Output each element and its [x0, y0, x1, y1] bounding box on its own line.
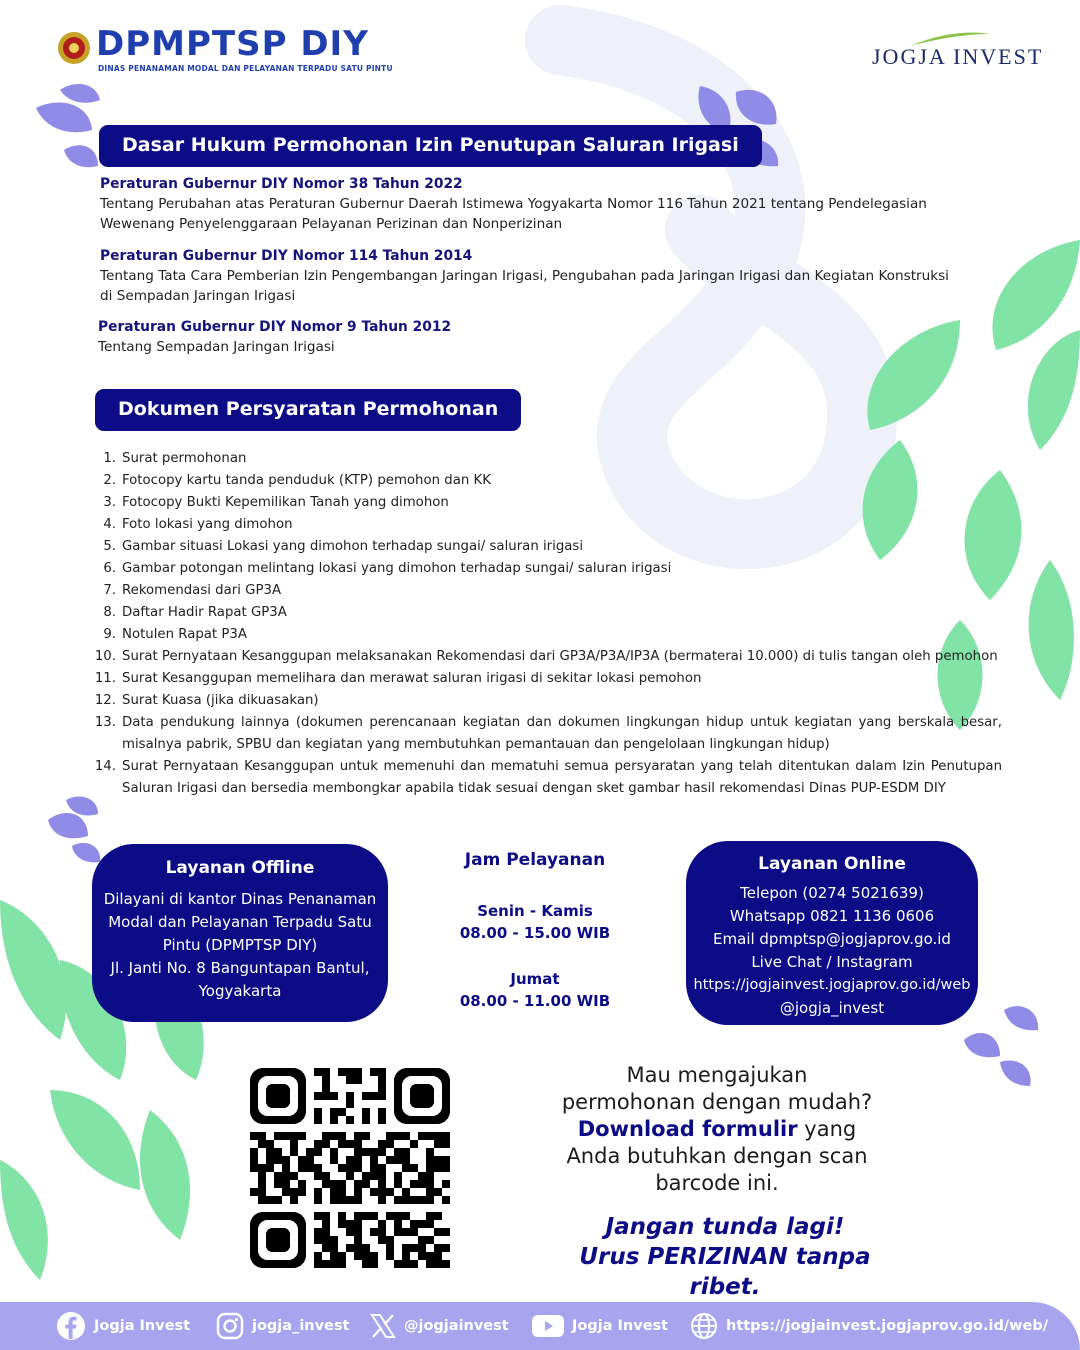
instagram-icon: [216, 1312, 244, 1340]
download-form-promo: [560, 1062, 874, 1197]
offline-service-line: Dilayani di kantor Dinas Penanaman: [103, 890, 377, 908]
regulation-item: [100, 246, 960, 306]
regulation-title: Peraturan Gubernur DIY Nomor 38 Tahun 2022: [100, 176, 463, 192]
globe-icon: [690, 1312, 718, 1340]
list-item: 14. Surat Pernyataan Kesanggupan untuk memenuhi dan mematuhi semua persyaratan yang telah ditentukan dalam Izin Penutupan Saluran Irigasi dan bersedia membongkar apabila tidak sesuai dengan sket gambar hasil rekomendasi Dinas PUP-ESDM DIY: [94, 759, 1002, 796]
regulation-description: Tentang Tata Cara Pemberian Izin Pengembangan Jaringan Irigasi, Pengubahan pada Jaringan Irigasi dan Kegiatan Konstruksi di Sempadan Jaringan Irigasi: [100, 268, 949, 304]
offline-service-title: Layanan Offline: [165, 858, 315, 878]
friday-label: Jumat: [510, 970, 560, 988]
jogja-invest-brand: JOGJA INVEST: [872, 44, 1044, 69]
friday-hours: 08.00 - 11.00 WIB: [459, 992, 611, 1010]
youtube-icon: [532, 1314, 564, 1338]
list-item: 12. Surat Kuasa (jika dikuasakan): [94, 693, 319, 708]
list-item: 11. Surat Kesanggupan memelihara dan merawat saluran irigasi di sekitar lokasi pemohon: [94, 671, 702, 686]
instagram-handle[interactable]: @jogja_invest: [779, 999, 885, 1017]
slogan-line: Urus PERIZINAN tanpa ribet.: [579, 1244, 871, 1300]
facebook-icon: [56, 1311, 86, 1341]
slogan: [540, 1212, 910, 1302]
list-item: 10. Surat Pernyataan Kesanggupan melaksanakan Rekomendasi dari GP3A/P3A/IP3A (bermaterai 10.000) di tulis tangan oleh pemohon: [94, 649, 998, 664]
promo-line: barcode ini.: [655, 1171, 779, 1195]
download-form-qr-code[interactable]: [250, 1068, 450, 1268]
offline-service-line: Jl. Janti No. 8 Banguntapan Bantul,: [110, 959, 370, 977]
list-item: 6. Gambar potongan melintang lokasi yang dimohon terhadap sungai/ saluran irigasi: [103, 561, 672, 576]
service-hours: [430, 846, 640, 1012]
x-link[interactable]: @jogjainvest: [370, 1312, 509, 1340]
weekday-hours: 08.00 - 15.00 WIB: [459, 924, 611, 942]
list-item: 3. Fotocopy Bukti Kepemilikan Tanah yang dimohon: [103, 495, 449, 510]
slogan-line: Jangan tunda lagi!: [605, 1214, 845, 1240]
online-service-title: Layanan Online: [758, 854, 906, 874]
regulation-title: Peraturan Gubernur DIY Nomor 114 Tahun 2014: [100, 248, 473, 264]
legal-basis-heading: Dasar Hukum Permohonan Izin Penutupan Saluran Irigasi: [100, 126, 761, 166]
promo-line: Mau mengajukan: [626, 1063, 808, 1087]
dpmptsp-emblem-icon: [56, 30, 92, 66]
whatsapp-contact[interactable]: Whatsapp 0821 1136 0606: [729, 907, 935, 925]
offline-service-line: Yogyakarta: [198, 982, 282, 1000]
regulation-item: [98, 317, 958, 357]
agency-logo-subtitle: DINAS PENANAMAN MODAL DAN PELAYANAN TERPADU SATU PINTU: [98, 64, 393, 73]
regulation-description: Tentang Sempadan Jaringan Irigasi: [98, 339, 335, 355]
list-item: 9. Notulen Rapat P3A: [103, 627, 247, 642]
requirements-list: [90, 448, 1002, 800]
regulation-title: Peraturan Gubernur DIY Nomor 9 Tahun 2012: [98, 319, 452, 335]
offline-service-card: [92, 844, 388, 1022]
list-item: 2. Fotocopy kartu tanda penduduk (KTP) pemohon dan KK: [103, 473, 491, 488]
facebook-link[interactable]: Jogja Invest: [56, 1312, 190, 1340]
requirements-heading: Dokumen Persyaratan Permohonan: [96, 390, 520, 430]
download-form-link[interactable]: Download formulir: [577, 1117, 798, 1141]
x-logo-icon: [370, 1313, 396, 1339]
website-link[interactable]: https://jogjainvest.jogjaprov.go.id/web: [693, 977, 971, 993]
offline-service-line: Pintu (DPMPTSP DIY): [162, 936, 318, 954]
regulation-item: [100, 174, 960, 234]
list-item: 8. Daftar Hadir Rapat GP3A: [103, 605, 287, 620]
website-footer-link[interactable]: https://jogjainvest.jogjaprov.go.id/web/: [690, 1312, 1048, 1340]
phone-contact[interactable]: Telepon (0274 5021639): [740, 884, 924, 902]
instagram-link[interactable]: jogja_invest: [216, 1312, 349, 1340]
list-item: 13. Data pendukung lainnya (dokumen perencanaan kegiatan dan dokumen lingkungan hidup untuk kegiatan yang berskala besar, misalnya pabrik, SPBU dan kegiatan yang membutuhkan pemantauan dan pengelolaan lingkungan hidup): [94, 715, 1002, 752]
promo-line: Anda butuhkan dengan scan: [566, 1144, 868, 1168]
online-service-card: [686, 841, 978, 1025]
live-chat-contact: Live Chat / Instagram: [751, 953, 913, 971]
promo-line: Download formulir yang: [577, 1117, 857, 1141]
list-item: 7. Rekomendasi dari GP3A: [103, 583, 282, 598]
agency-logo-title: DPMPTSP DIY: [96, 24, 369, 64]
list-item: 5. Gambar situasi Lokasi yang dimohon terhadap sungai/ saluran irigasi: [103, 539, 584, 554]
promo-line: permohonan dengan mudah?: [561, 1090, 873, 1114]
youtube-link[interactable]: Jogja Invest: [532, 1312, 668, 1340]
list-item: 1. Surat permohonan: [103, 451, 247, 466]
email-contact[interactable]: Email dpmptsp@jogjaprov.go.id: [713, 930, 951, 948]
regulation-description: Tentang Perubahan atas Peraturan Gubernur Daerah Istimewa Yogyakarta Nomor 116 Tahun 2021 tentang Pendelegasian Wewenang Penyelenggaraan Pelayanan Perizinan dan Nonperizinan: [100, 196, 927, 232]
weekday-label: Senin - Kamis: [477, 902, 593, 920]
list-item: 4. Foto lokasi yang dimohon: [103, 517, 293, 532]
service-hours-title: Jam Pelayanan: [464, 850, 606, 870]
offline-service-line: Modal dan Pelayanan Terpadu Satu: [108, 913, 372, 931]
